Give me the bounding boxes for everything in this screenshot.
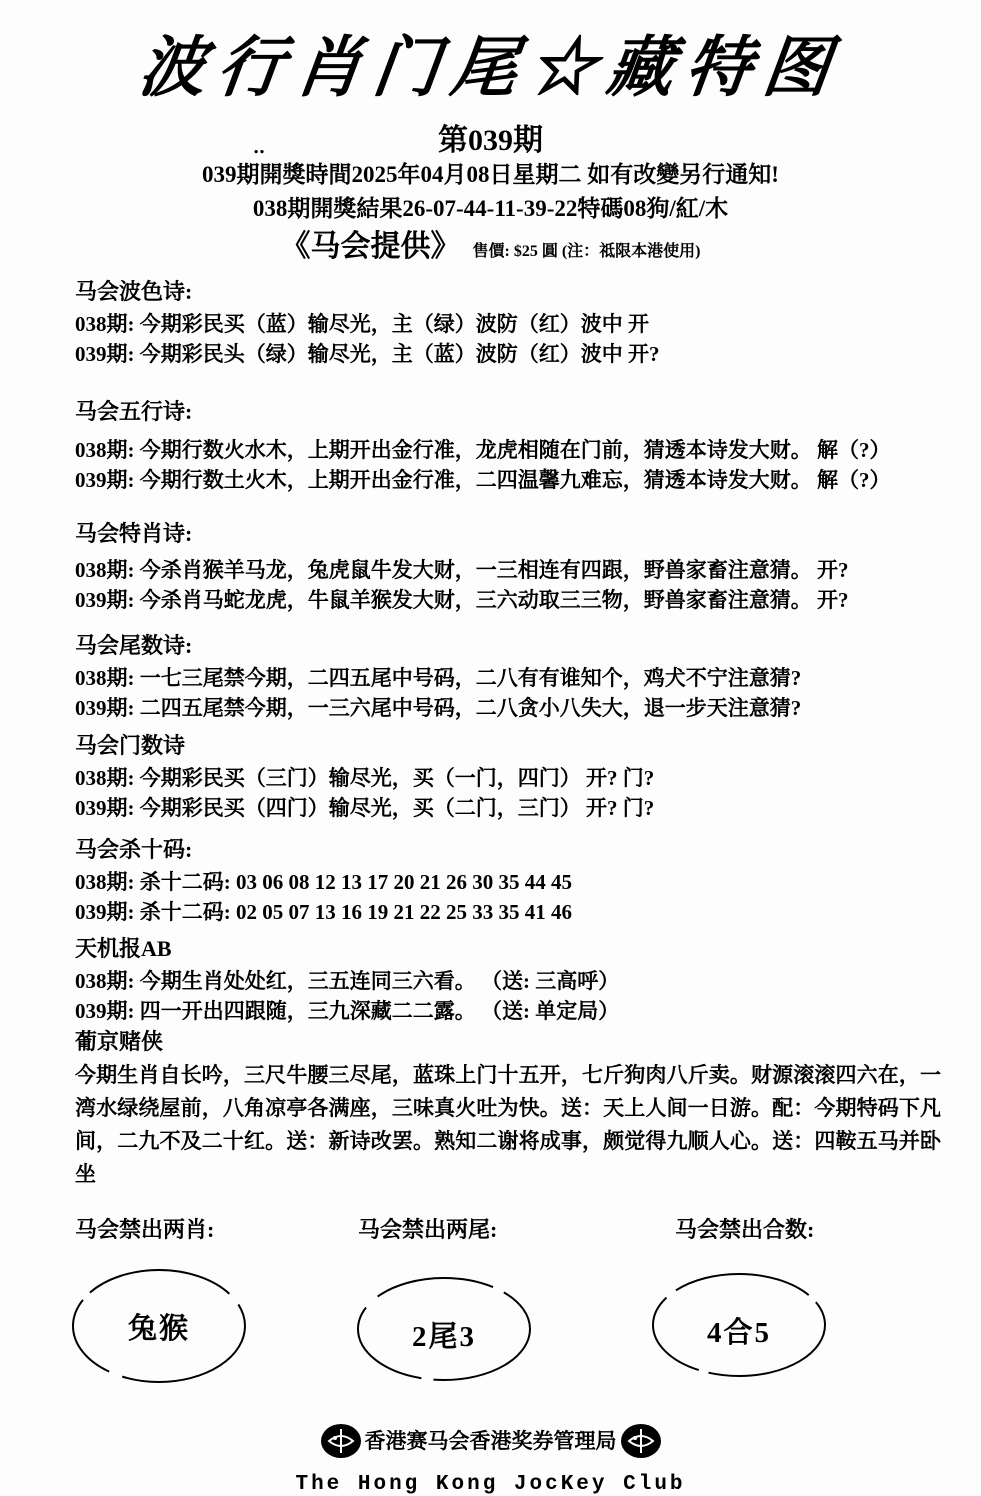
gambler-verse-paragraph: 今期生肖自长吟，三尺牛腰三尽尾，蓝珠上门十五开，七斤狗肉八斤卖。财源滚滚四六在，一湾水绿绕屋前，八角凉亭各满座，三味真火吐为快。送：天上人间一日游。配：今期特码下凡间，二九不及二十红。送：新诗改罢。熟知二谢将成事，颇觉得九顺人心。送：四鞍五马并卧坐 — [75, 1063, 941, 1186]
poem-line-038: 038期: 一七三尾禁今期，二四五尾中号码，二八有有谁知个，鸡犬不宁注意猜? — [75, 666, 802, 690]
poem-line-039: 039期: 二四五尾禁今期，一三六尾中号码，二八贪小八失大，退一步天注意猜? — [75, 696, 802, 720]
draw-time-line: 039期開獎時間2025年04月08日星期二 如有改變另行通知! — [202, 162, 779, 187]
hkjc-logo-icon — [619, 1423, 663, 1459]
forbidden-picks — [0, 1217, 981, 1407]
provider-name: 《马会提供》 — [280, 230, 461, 263]
section-tail-number-poem — [75, 633, 941, 723]
section-kill-ten-codes — [75, 837, 941, 927]
section-title: 马会五行诗: — [75, 399, 193, 424]
tip-sheet-page — [0, 14, 981, 1496]
section-tianji-report-ab — [75, 936, 941, 1026]
forbidden-two-tails-label: 马会禁出两尾: — [358, 1217, 498, 1242]
forbidden-two-zodiac-value: 兔猴 — [127, 1312, 190, 1345]
hkjc-logo-icon — [319, 1423, 363, 1459]
poem-line-039: 039期: 今期行数土火木，上期开出金行准，二四温馨九难忘，猜透本诗发大财。 解（?） — [75, 468, 891, 492]
section-title: 马会尾数诗: — [75, 633, 193, 658]
page-title: 波行肖门尾☆藏特图 — [134, 32, 846, 105]
poem-line-038: 038期: 今杀肖猴羊马龙，兔虎鼠牛发大财，一三相连有四跟，野兽家畜注意猜。 开? — [75, 558, 849, 582]
kill-codes-038: 038期: 杀十二码: 03 06 08 12 13 17 20 21 26 30 35 44 45 — [75, 870, 572, 894]
poem-sections — [0, 271, 981, 1191]
section-pujing-gambler — [75, 1029, 941, 1191]
forbidden-sum-oval — [648, 1269, 830, 1391]
forbidden-sum-label: 马会禁出合数: — [675, 1217, 815, 1242]
forbidden-two-tails-value: 2尾3 — [411, 1320, 476, 1353]
footer-org-row — [0, 1421, 981, 1461]
poem-line-039: 039期: 今杀肖马蛇龙虎，牛鼠羊猴发大财，三六动取三三物，野兽家畜注意猜。 开? — [75, 588, 849, 612]
section-title: 马会门数诗 — [75, 733, 186, 758]
section-title: 葡京赌侠 — [75, 1029, 164, 1054]
stray-dots: ‥ — [253, 137, 268, 157]
issue-row — [0, 124, 981, 158]
footer-org-en: The Hong Kong JocKey Club — [295, 1473, 686, 1496]
poem-line-039: 039期: 今期彩民头（绿）输尽光，主（蓝）波防（红）波中 开? — [75, 342, 660, 366]
poem-line-038: 038期: 今期行数火水木，上期开出金行准，龙虎相随在门前，猜透本诗发大财。 解（?） — [75, 438, 891, 462]
footer — [0, 1421, 981, 1496]
forbidden-sum-value: 4合5 — [706, 1316, 771, 1349]
section-five-elements-poem — [75, 399, 941, 495]
section-title: 马会杀十码: — [75, 837, 193, 862]
kill-codes-039: 039期: 杀十二码: 02 05 07 13 16 19 21 22 25 33 35 41 46 — [75, 900, 572, 924]
forbidden-two-tails-oval — [353, 1273, 535, 1395]
poem-line-039: 039期: 今期彩民买（四门）输尽光，买（二门，三门） 开? 门? — [75, 796, 655, 820]
section-title: 马会特肖诗: — [75, 521, 193, 546]
section-wave-color-poem — [75, 279, 941, 369]
section-special-zodiac-poem — [75, 521, 941, 615]
issue-number: 第039期 — [438, 124, 543, 157]
poem-line-038: 038期: 今期彩民买（蓝）输尽光，主（绿）波防（红）波中 开 — [75, 312, 649, 336]
price-note: 售價: $25 圓 (注：祗限本港使用) — [472, 243, 701, 260]
footer-org-cn: 香港赛马会香港奖券管理局 — [364, 1429, 617, 1453]
poem-line-038: 038期: 今期彩民买（三门）输尽光，买（一门，四门） 开? 门? — [75, 766, 655, 790]
forbidden-two-zodiac-label: 马会禁出两肖: — [75, 1217, 215, 1242]
poem-line-039: 039期: 四一开出四跟随，三九深藏二二露。 （送: 单定局） — [75, 999, 620, 1023]
section-title: 天机报AB — [75, 936, 172, 961]
forbidden-two-zodiac-oval — [68, 1265, 250, 1387]
section-title: 马会波色诗: — [75, 279, 193, 304]
section-gate-number-poem — [75, 733, 941, 823]
last-result-line: 038期開獎結果26-07-44-11-39-22特碼08狗/紅/木 — [252, 196, 729, 221]
poem-line-038: 038期: 今期生肖处处红，三五连同三六看。 （送: 三高呼） — [75, 969, 620, 993]
provider-row — [0, 228, 981, 271]
